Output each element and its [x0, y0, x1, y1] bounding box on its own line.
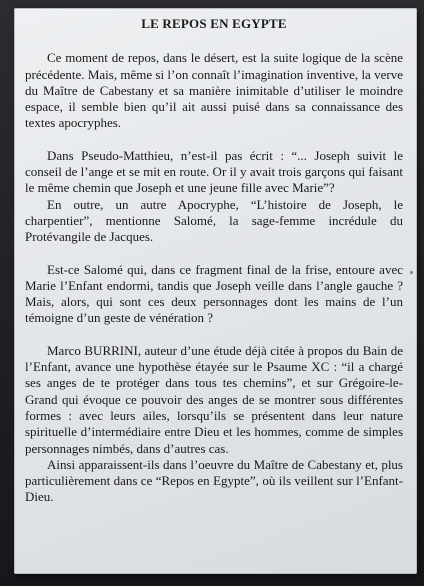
paragraph-5: Marco BURRINI, auteur d’une étude déjà citée à propos du Bain de l’Enfant, avance une hypothèse étayée sur le Psaume XC : “il a chargé ses anges de te protéger dans tous tes chemins”, et sur Grégoire-le-Grand qui évoque ce pouvoir des anges de se montrer sous différentes formes : avec leurs ailes, lorsqu’ils se présentent dans leur nature spirituelle d’intermédiaire entre Dieu et les hommes, comme de simples personnages nimbés, dans d’autres cas. — [25, 342, 403, 456]
panel-title: LE REPOS EN EGYPTE — [141, 16, 287, 31]
paragraph-gap — [25, 246, 403, 262]
panel-text — [25, 16, 403, 506]
paragraph-gap — [25, 132, 403, 148]
screw-dot — [410, 271, 413, 274]
paragraph-2: Dans Pseudo-Matthieu, n’est-il pas écrit : “... Joseph suivit le conseil de l’ange et se mit en route. Or il y avait trois garçons qui faisant le même chemin que Joseph et une jeune fille avec Marie”? — [25, 147, 403, 196]
paragraph-3: En outre, un autre Apocryphe, “L’histoire de Joseph, le charpentier”, mentionne Salomé, la sage-femme incrédule du Protévangile de Jacques. — [25, 196, 403, 245]
paragraph-6: Ainsi apparaissent-ils dans l’oeuvre du Maître de Cabestany et, plus particulièrement dans ce “Repos en Egypte”, où ils veillent sur l’Enfant-Dieu. — [25, 456, 403, 505]
paragraph-4: Est-ce Salomé qui, dans ce fragment final de la frise, entoure avec Marie l’Enfant endormi, tandis que Joseph veille dans l’angle gauche ? Mais, alors, qui sont ces deux personnages dont les mains de l’un témoigne d’un geste de vénération ? — [25, 261, 403, 326]
paragraph-gap — [25, 327, 403, 343]
paragraph-1: Ce moment de repos, dans le désert, est la suite logique de la scène précédente. Mais, même si l’on connaît l’imagination inventive, la verve du Maître de Cabestany et sa manière inimitable d’utiliser le moindre espace, il semble bien qu’il ait aussi puisé dans sa connaissance des textes apocryphes. — [25, 50, 403, 131]
